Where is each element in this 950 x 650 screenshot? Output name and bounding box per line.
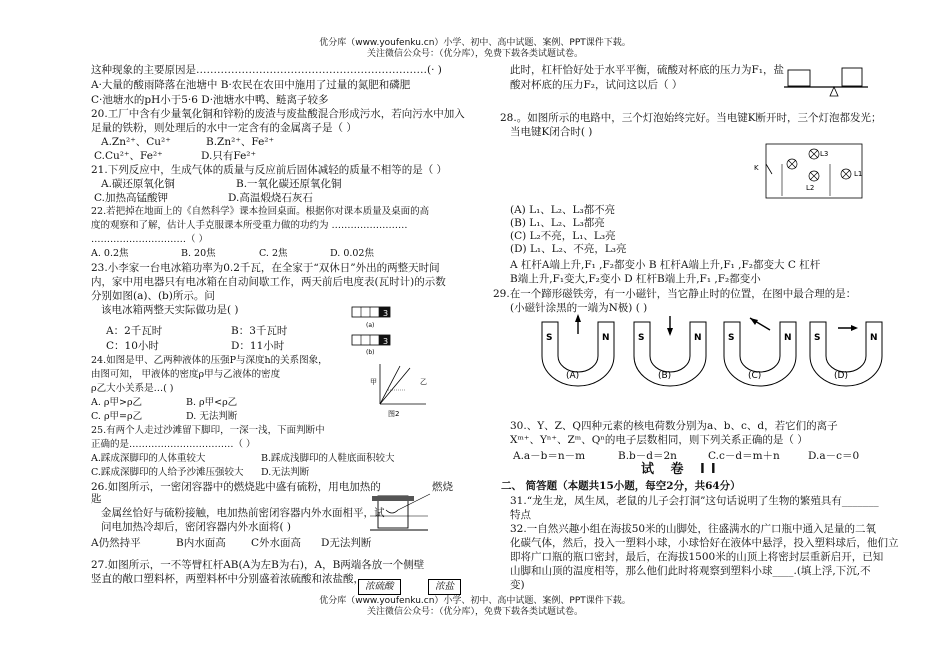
q21-option-c: C.加热高锰酸钾 bbox=[94, 192, 168, 204]
meter-b-label: (b) bbox=[366, 349, 375, 355]
magnet-a-label: (A) bbox=[566, 371, 580, 381]
q22-line2: 度的观察和了解，估计人手克服课本所受重力做的功约为 …………………… bbox=[91, 220, 408, 231]
q24-option-a: A. ρ甲>ρ乙 bbox=[91, 397, 143, 408]
q32-line4: 山脚和山顶的温度相等，那么他们此时将观察到塑料小球____.(填上浮,下沉,不 bbox=[510, 565, 871, 577]
q28-option-d: (D) L₁、L₂、不亮，L₃亮 bbox=[510, 243, 627, 255]
q26-line1: 26.如图所示，一密闭容器中的燃烧匙中盛有硫粉，用电加热的 bbox=[91, 481, 381, 493]
sulfuric-acid-cup: 浓硫酸 bbox=[358, 579, 401, 595]
magnet-a-s-label: S bbox=[546, 333, 553, 343]
q31-line1: 31.“龙生龙，凤生凤，老鼠的儿子会打洞”这句话说明了生物的繁殖具有_______ bbox=[510, 495, 879, 507]
q27-line3: 此时，杠杆恰好处于水平平衡，硫酸对杯底的压力为F₁，盐 bbox=[510, 64, 784, 76]
meter-b-digit: 3 bbox=[383, 337, 389, 346]
q28-option-a: (A) L₁、L₂、L₃都不亮 bbox=[510, 204, 616, 216]
q26-figure-label: 燃烧 bbox=[432, 481, 453, 493]
magnet-option-b bbox=[634, 316, 706, 386]
q24-option-d: D. 无法判断 bbox=[186, 411, 238, 422]
q25-line1: 25.有两个人走过沙滩留下脚印，一深一浅，下面判断中 bbox=[91, 425, 325, 436]
q24-option-b: B. ρ甲<ρ乙 bbox=[186, 397, 238, 408]
magnet-c-n-label: N bbox=[784, 333, 792, 343]
q25-option-a: A.踩成深脚印的人体重较大 bbox=[91, 453, 206, 464]
magnet-d-n-label: N bbox=[870, 333, 878, 343]
watermark-footer-line2: 关注微信公众号：（优分库），免费下载各类试题试卷。 bbox=[366, 607, 583, 617]
q22-line1: 22.若把掉在地面上的《自然科学》课本捡回桌面。根据你对课本质量及桌面的高 bbox=[91, 206, 430, 217]
magnet-d-s-label: S bbox=[814, 333, 821, 343]
magnet-b-label: (B) bbox=[658, 371, 672, 381]
q25-option-c: C.踩成深脚印的人给予沙滩压强较大 bbox=[91, 467, 244, 478]
magnet-a-n-label: N bbox=[602, 333, 610, 343]
q19-options-cd: C·池塘水的pH小于5·6 D·池塘水中鸭、鲢离子较多 bbox=[91, 94, 329, 106]
q27-line2: 竖直的敞口塑料杯，两塑料杯中分别盛着浓硫酸和浓盐酸， bbox=[91, 573, 364, 585]
q30-option-b: B.b－d＝2n bbox=[618, 450, 677, 462]
q23-option-a: A：2千瓦时 bbox=[106, 325, 163, 337]
q30-line1: 30.、Y、Z、Q四种元素的核电荷数分别为a、b、c、d，若它们的离子 bbox=[510, 420, 838, 432]
meter-a-label: (a) bbox=[366, 322, 375, 329]
q30-option-c: C.c－d＝m＋n bbox=[708, 450, 780, 462]
q29-line2: (小磁针涂黑的一端为N极) ( ) bbox=[510, 302, 648, 314]
q23-option-b: B：3千瓦时 bbox=[231, 325, 288, 337]
magnet-d-label: (D) bbox=[834, 371, 848, 381]
graph-yi-label: 乙 bbox=[420, 378, 427, 386]
q22-option-b: B. 20焦 bbox=[181, 248, 216, 259]
q22-option-d: D. 0.02焦 bbox=[330, 248, 374, 259]
q22-line3: …………………………（ ） bbox=[91, 234, 209, 245]
magnet-option-c bbox=[724, 318, 796, 386]
q24-line1: 24.如图是甲、乙两种液体的压强P与深度h的关系图象， bbox=[91, 355, 328, 366]
magnet-b-s-label: S bbox=[638, 333, 645, 343]
lamp-l2-label: L2 bbox=[806, 184, 815, 192]
graph-jia-label: 甲 bbox=[370, 378, 377, 386]
q30-line2: Xᵐ⁺、Yⁿ⁺、Zᵐ、Qⁿ的电子层数相同，则下列关系正确的是（ ） bbox=[510, 434, 808, 446]
q29-line1: 29.在一个蹄形磁铁旁，有一小磁针，当它静止时的位置，在图中最合理的是： bbox=[493, 288, 857, 300]
q20-option-b: B.Zn²⁺、Fe²⁺ bbox=[206, 136, 275, 148]
q27-line4: 酸对杯底的压力F₂，试问这以后（ ） bbox=[510, 79, 683, 91]
q20-option-c: C.Cu²⁺、Fe²⁺ bbox=[94, 150, 163, 162]
q26-option-c: C外水面高 bbox=[251, 537, 302, 549]
magnet-b-n-label: N bbox=[694, 333, 702, 343]
q32-line2: 化碳气体，然后，投入一塑料小球，小球恰好在液体中悬浮，投入塑料球后，他们立 bbox=[510, 537, 899, 549]
watermark-header-line1: 优分库（www.youfenku.cn）小学、初中、高中试题、案例、PPT课件下载。 bbox=[319, 38, 631, 48]
q21-line1: 21.下列反应中，生成气体的质量与反应前后固体减轻的质量不相等的是（ ） bbox=[91, 164, 448, 176]
q26-line1-tail: 匙 bbox=[91, 493, 102, 505]
q20-option-d: D.只有Fe²⁺ bbox=[201, 150, 257, 162]
q26-line2: 金属丝恰好与硫粉接触，电加热前密闭容器内外水面相平，试 bbox=[101, 507, 385, 519]
q22-option-a: A. 0.2焦 bbox=[91, 248, 129, 259]
q23-option-d: D：11小时 bbox=[231, 340, 285, 352]
watermark-header-line2: 关注微信公众号：（优分库），免费下载各类试题试卷。 bbox=[366, 49, 583, 59]
q32-line3: 即将广口瓶的瓶口密封，最后，在海拔1500米的山顶上将密封层重新启开，已知 bbox=[510, 551, 884, 563]
q23-line1: 23.小李家一台电冰箱功率为0.2千瓦，在全家于“双休日”外出的两整天时间 bbox=[91, 262, 440, 274]
q21-option-d: D.高温煅烧石灰石 bbox=[228, 192, 313, 204]
paper-ii-title: 试 卷 II bbox=[641, 462, 722, 477]
q28-line2: 当电键K闭合时( ) bbox=[510, 126, 593, 138]
q26-option-a: A仍然持平 bbox=[91, 537, 141, 549]
q20-option-a: A.Zn²⁺、Cu²⁺ bbox=[101, 136, 171, 148]
q27-options-line1: A 杠杆A端上升,F₁ ,F₂都变小 B 杠杆A端上升,F₁ ,F₂都变大 C 杠杆 bbox=[510, 259, 821, 271]
q25-option-b: B.踩成浅脚印的人鞋底面积较大 bbox=[261, 453, 395, 464]
lamp-l1-label: L1 bbox=[854, 170, 863, 178]
q23-line3: 分别如图(a)、(b)所示。问 bbox=[91, 290, 215, 302]
q26-line3: 问电加热冷却后，密闭容器内外水面将( ) bbox=[101, 521, 292, 533]
q28-option-c: (C) L₂不亮，L₁、L₃亮 bbox=[510, 230, 616, 242]
q21-option-b: B.一氧化碳还原氧化铜 bbox=[236, 178, 342, 190]
q25-option-d: D.无法判断 bbox=[261, 467, 310, 478]
lamp-l3-label: L3 bbox=[820, 150, 829, 158]
q26-option-b: B内水面高 bbox=[176, 537, 226, 549]
q32-line1: 32.一自然兴趣小组在海拔50米的山脚处，往盛满水的广口瓶中通入足量的二氧 bbox=[510, 523, 877, 535]
q27-line1: 27.如图所示，一不等臂杠杆AB(A为左B为右)，A，B两端各放一个侧壁 bbox=[91, 559, 425, 571]
q19-options-ab: A·大量的酸雨降落在池塘中 B·农民在农田中施用了过量的氮肥和磷肥 bbox=[91, 79, 411, 91]
magnet-option-a bbox=[542, 314, 614, 386]
q23-line4: 该电冰箱两整天实际做功是( ) bbox=[101, 304, 239, 316]
meter-a-digit: 3 bbox=[383, 309, 389, 318]
section-2-heading: 二、 简答题（本题共15小题，每空2分，共64分） bbox=[501, 480, 741, 492]
magnet-options-figure bbox=[528, 312, 888, 392]
q23-line2: 内，家中用电器只有电冰箱在自动间歇工作，两天前后电度表(瓦时计)的示数 bbox=[91, 276, 446, 288]
q32-line5: 变) bbox=[510, 579, 525, 591]
lever-figure bbox=[782, 66, 872, 98]
magnet-c-s-label: S bbox=[728, 333, 735, 343]
q25-line2: 正确的是……………………………（ ） bbox=[91, 439, 256, 450]
circuit-diagram bbox=[752, 140, 872, 202]
q24-line2: 由图可知， 甲液体的密度ρ甲与乙液体的密度 bbox=[91, 369, 281, 380]
q23-option-c: C：10小时 bbox=[106, 340, 159, 352]
watermark-footer-line1: 优分库（www.youfenku.cn）小学、初中、高中试题、案例、PPT课件下载。 bbox=[319, 596, 631, 606]
magnet-option-d bbox=[810, 322, 882, 386]
magnet-c-label: (C) bbox=[748, 371, 762, 381]
q19-stem: 这种现象的主要原因是…………………………………………………………(· ) bbox=[91, 64, 442, 76]
q28-line1: 28.。如图所示的电路中，三个灯泡始终完好。当电键K断开时，三个灯泡都发光； bbox=[500, 112, 882, 124]
q20-line2: 足量的铁粉，则处理后的水中一定含有的金属离子是（ ） bbox=[91, 122, 357, 134]
q27-options-line2: B端上升,F₁变大,F₂变小 D 杠杆B端上升,F₁ ,F₂都变小 bbox=[510, 273, 761, 285]
q26-option-d: D无法判断 bbox=[321, 537, 372, 549]
figure-2-label: 图2 bbox=[388, 410, 400, 418]
q30-option-d: D.a－c＝0 bbox=[808, 450, 860, 462]
q31-line2: 特点 bbox=[510, 509, 531, 521]
q24-line3: ρ乙大小关系是…( ) bbox=[91, 383, 174, 394]
q22-option-c: C. 2焦 bbox=[259, 248, 288, 259]
q21-option-a: A.碳还原氧化铜 bbox=[101, 178, 175, 190]
q28-option-b: (B) L₁、L₂、L₃都亮 bbox=[510, 217, 605, 229]
q24-option-c: C. ρ甲=ρ乙 bbox=[91, 411, 143, 422]
q20-line1: 20.工厂中含有少量氧化铜和锌粉的废渣与废盐酸混合形成污水，若向污水中加入 bbox=[91, 108, 465, 120]
switch-k-label: K bbox=[754, 164, 759, 172]
hydrochloric-acid-cup: 浓盐 bbox=[428, 579, 461, 595]
q30-option-a: A.a－b＝n－m bbox=[513, 450, 586, 462]
